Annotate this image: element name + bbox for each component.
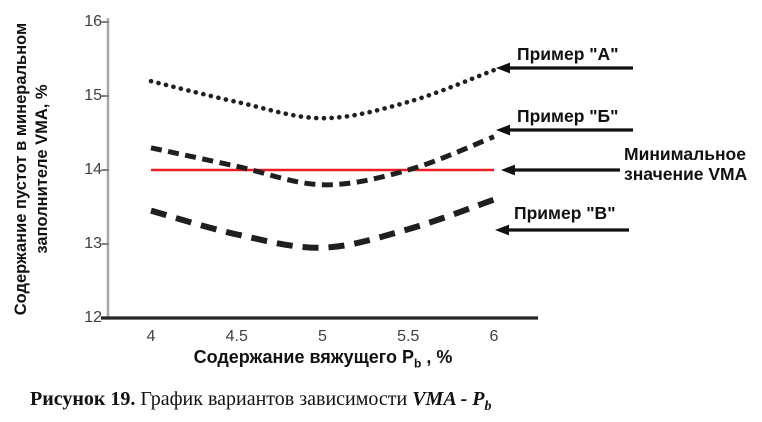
figure-caption (30, 388, 491, 415)
y-tick-label-15: 15 (84, 87, 102, 104)
figure-caption-emphasis: VMA - P (412, 388, 485, 410)
annotation-min-vma (624, 144, 747, 184)
curve-primer-a (151, 70, 494, 118)
annotation-primer-v: Пример "В" (514, 203, 616, 223)
x-tick-label-4.5: 4.5 (225, 328, 248, 345)
y-tick-label-12: 12 (84, 309, 102, 326)
curve-primer-b (151, 137, 494, 185)
x-tick-label-4: 4 (146, 328, 156, 345)
x-tick-label-6: 6 (489, 328, 499, 345)
annotation-primer-a: Пример "А" (517, 44, 619, 64)
curve-primer-v (151, 200, 494, 248)
y-axis-title-line2: заполнителе VMA, % (33, 84, 51, 254)
x-tick-label-5: 5 (318, 328, 327, 345)
x-tick-label-5.5: 5.5 (397, 328, 420, 345)
x-axis-title-text: Содержание вяжущего P (193, 347, 415, 367)
y-tick-label-16: 16 (84, 13, 102, 30)
figure-caption-number: Рисунок 19. (30, 388, 136, 410)
x-axis-title-suffix: , % (421, 347, 453, 367)
arrow-min-vma-head (501, 165, 515, 176)
arrow-primer-a-head (496, 63, 510, 74)
x-axis-title-subscript: b (414, 356, 422, 371)
figure-caption-body: График вариантов зависимости (135, 388, 413, 410)
y-tick-label-14: 14 (84, 161, 102, 178)
y-axis-title (11, 0, 55, 341)
x-axis-title (151, 347, 495, 371)
figure-caption-emphasis-subscript: b (484, 399, 492, 414)
annotation-min-vma-line1: Минимальное (624, 144, 746, 164)
arrow-primer-v-head (495, 225, 509, 236)
annotation-min-vma-line2: значение VMA (624, 164, 748, 184)
y-tick-label-13: 13 (84, 235, 102, 252)
arrow-primer-b-head (496, 125, 510, 136)
annotation-primer-b: Пример "Б" (517, 106, 619, 126)
y-axis-title-line1: Содержание пустот в минеральном (12, 22, 30, 316)
